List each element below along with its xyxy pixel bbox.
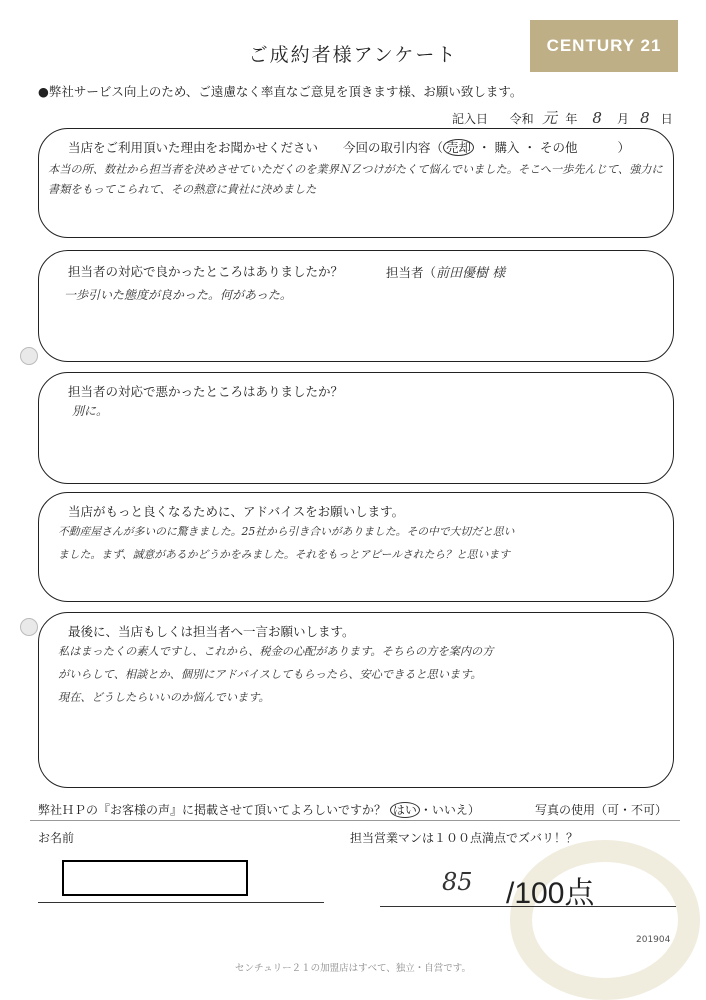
deal-other-option[interactable]: その他 [539,140,578,155]
century21-logo: CENTURY 21 [530,20,678,72]
deal-type: 今回の取引内容（ 売却 ・ 購入 ・ その他 ） [343,140,630,155]
q1-question: 当店をご利用頂いた理由をお聞かせください [68,140,319,155]
deal-buy-option[interactable]: 購入 [494,140,520,155]
q3-answer: 別に。 [72,404,109,418]
q5-answer-line-3: 現在、どうしたらいいのか悩んでいます。 [58,691,270,704]
q3-question: 担当者の対応で悪かったところはありましたか？ [68,384,344,399]
date-month: 8 [592,109,602,127]
score-value: 85 [442,868,473,896]
form-code: 201904 [636,935,671,945]
divider [30,820,680,823]
q4-answer-line-2: ました。まず、誠意があるかどうかをみました。それをもっとアピールされたら？と思います [58,548,510,561]
punch-hole-icon [20,347,38,365]
date-day: 8 [640,109,650,127]
publish-consent: 弊社ＨＰの『お客様の声』に掲載させて頂いてよろしいですか？ はい ・いいえ） [38,803,480,817]
staff-field: 担当者（前田優樹 様 [386,265,506,281]
q4-answer-line-1: 不動産屋さんが多いのに驚きました。25社から引き合いがありました。その中で大切だと思い [58,525,515,538]
q5-answer-line-2: がいらして、相談とか、個別にアドバイスしてもらったら、安心できると思います。 [58,668,482,681]
score-underline [380,906,676,907]
q2-question: 担当者の対応で良かったところはありましたか？ [68,264,344,279]
date-era: 令和 [509,112,534,126]
name-label: お名前 [38,831,75,845]
page-title: ご成約者様アンケート [248,44,458,66]
date-label: 記入日 [452,112,489,126]
deal-sell-option[interactable]: 売却 [443,139,474,156]
staff-name: 前田優樹 様 [436,266,506,281]
score-question: 担当営業マンは１００点満点でズバリ！？ [350,831,579,845]
punch-hole-icon [20,618,38,636]
publish-no-option[interactable]: いいえ [431,803,468,817]
name-underline [38,902,324,903]
photo-usage[interactable]: 写真の使用（可・不可） [535,803,668,817]
q2-answer: 一歩引いた態度が良かった。何があった。 [64,288,292,302]
q1-answer: 本当の所、数社から担当者を決めさせていただくのを業界ＮＺつけがたくて悩んでいました。そこへ一歩先んじて、強力に書類をもってこられて、その熱意に貴社に決めました [48,163,663,196]
watermark-circle [510,840,700,1000]
q5-answer-line-1: 私はまったくの素人ですし、これから、税金の心配があります。そちらの方を案内の方 [58,645,494,658]
q5-question: 最後に、当店もしくは担当者へ一言お願いします。 [68,624,355,639]
date-year: 元 [542,109,558,127]
intro-text: ●弊社サービス向上のため、ご遠慮なく率直なご意見を頂きます様、お願い致します。 [38,84,523,99]
publish-yes-option[interactable]: はい [390,802,420,818]
score-total: /100点 [506,877,595,910]
disclaimer: センチュリー２１の加盟店はすべて、独立・自営です。 [234,963,472,974]
q4-question: 当店がもっと良くなるために、アドバイスをお願いします。 [68,504,405,519]
name-redaction-box [62,860,248,896]
entry-date: 記入日 令和 元 年 8 月 8 日 [452,109,673,127]
